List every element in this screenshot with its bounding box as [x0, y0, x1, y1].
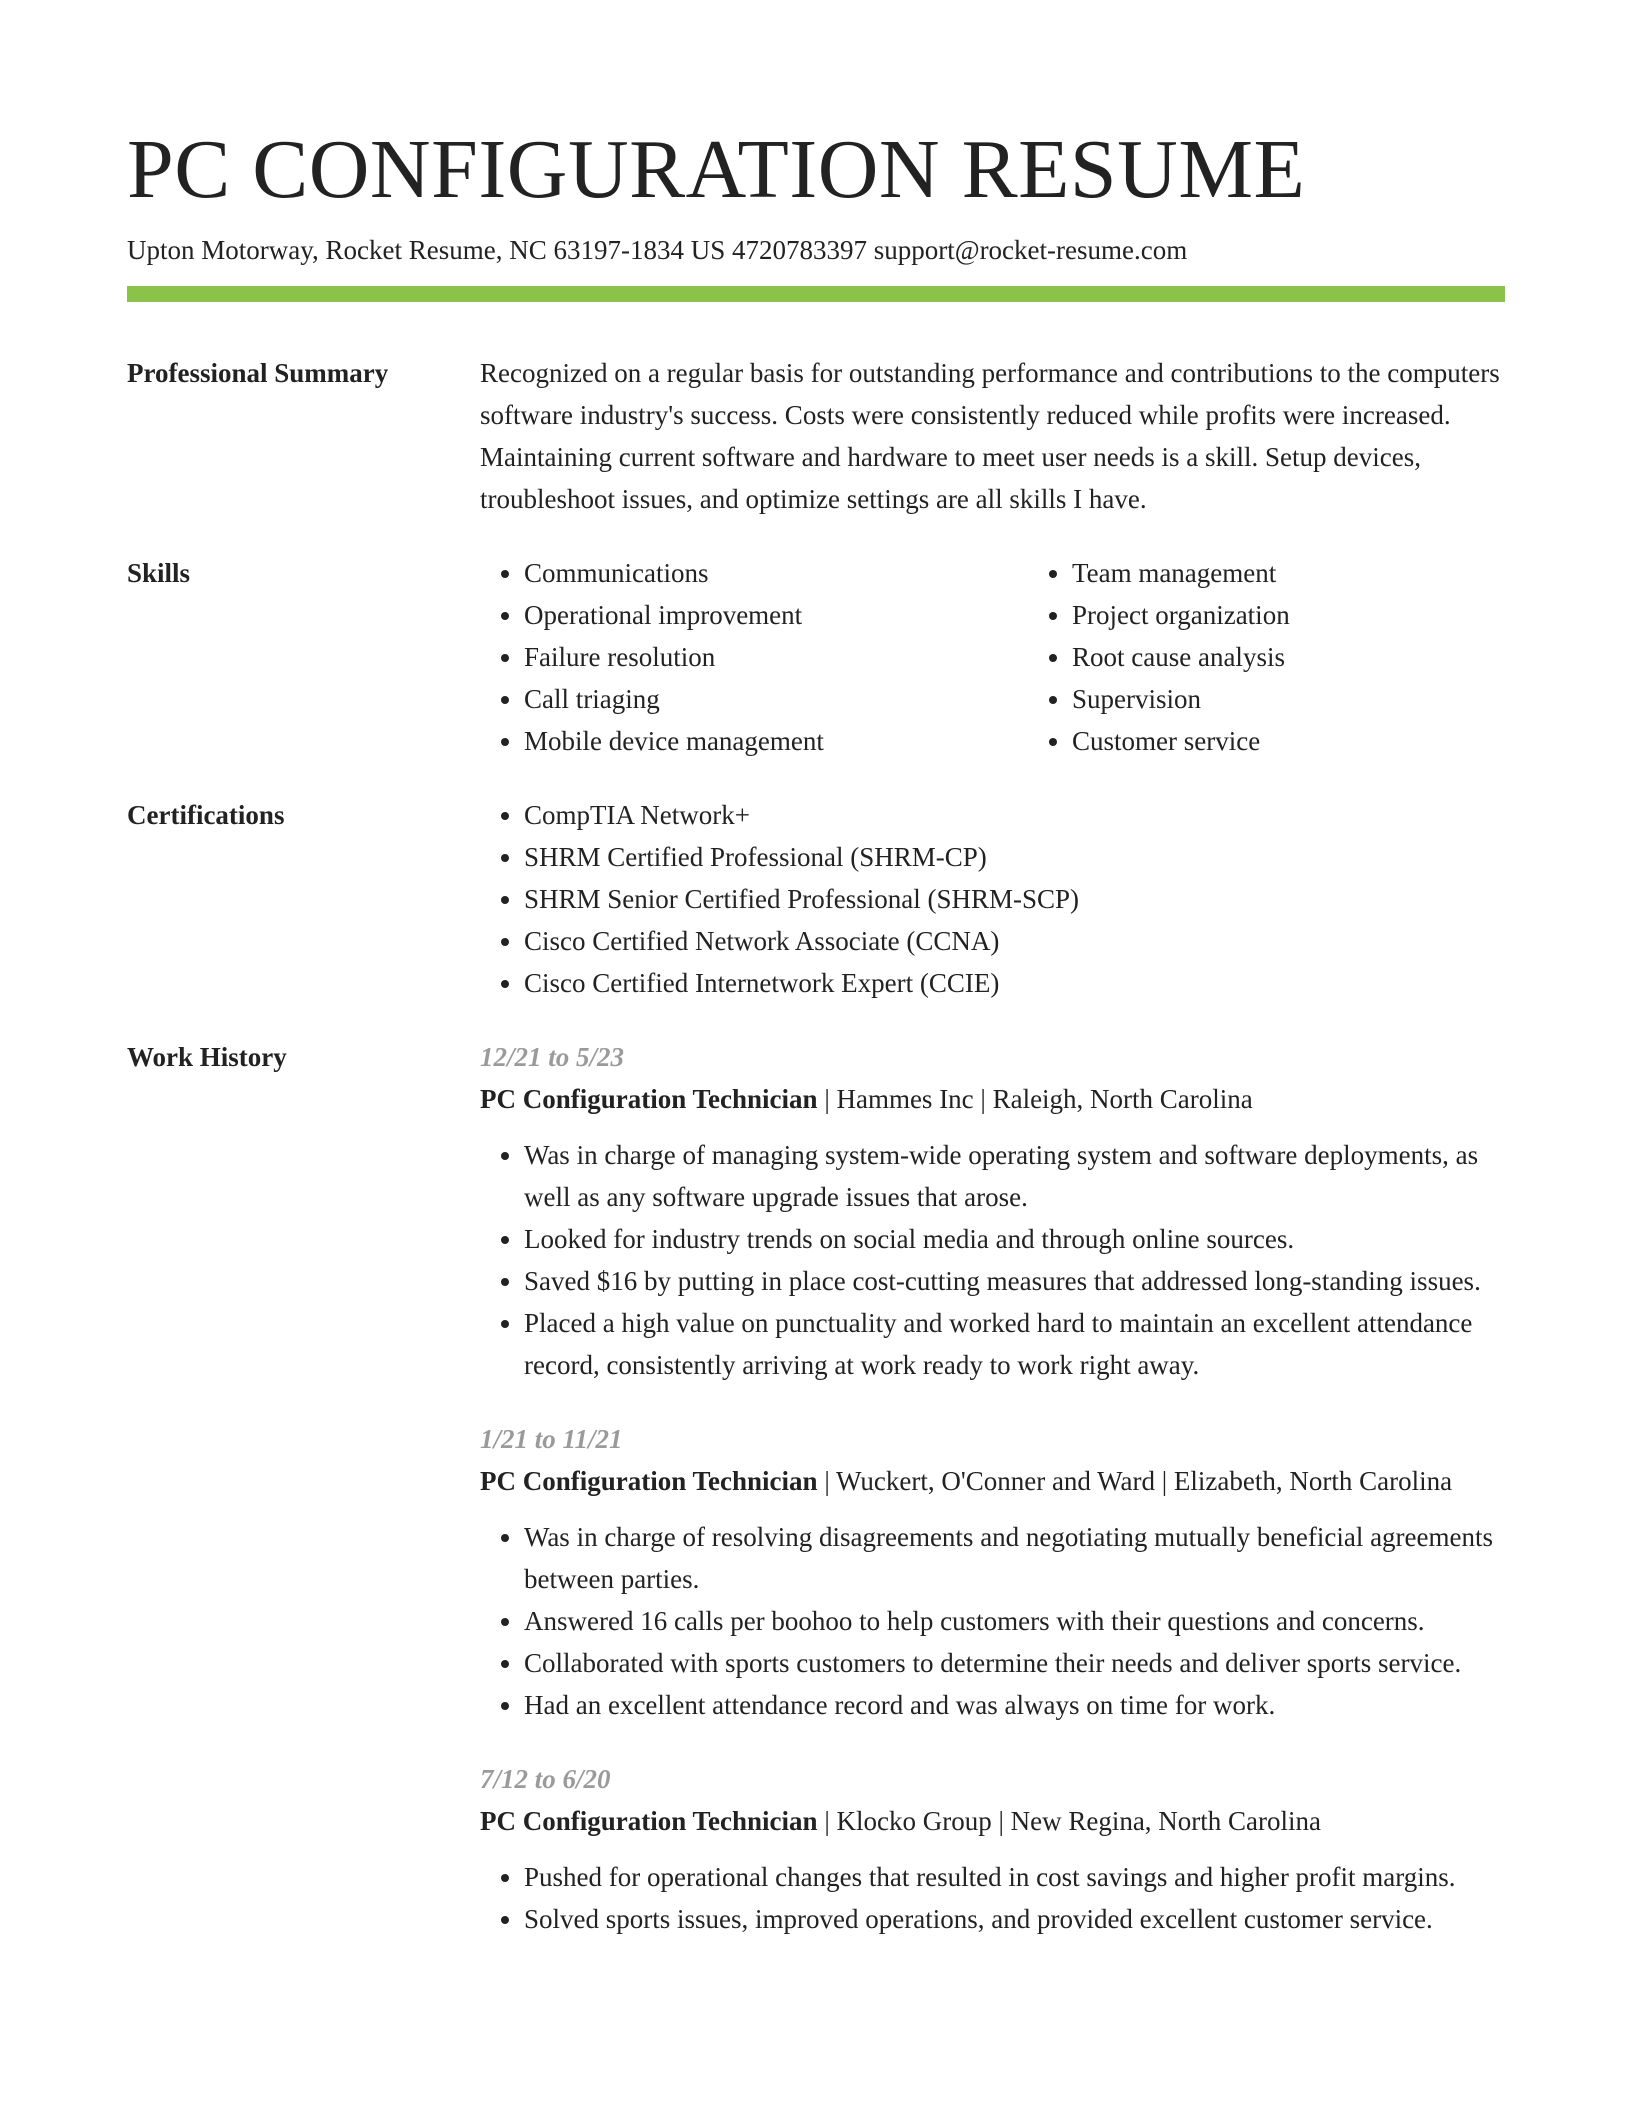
skill-item: • Team management: [1072, 552, 1576, 594]
certifications-body: [480, 794, 1505, 1004]
resume-page: [127, 120, 1505, 1972]
section-label-summary: Professional Summary: [127, 358, 389, 388]
job-details: | Hammes Inc | Raleigh, North Carolina: [817, 1084, 1253, 1114]
accent-divider: [127, 286, 1505, 302]
section-work-history: [127, 1036, 1505, 1972]
job-entry: [480, 1418, 1505, 1726]
job-bullet: • Solved sports issues, improved operations, and provided excellent customer service.: [524, 1898, 1505, 1940]
certification-item: • Cisco Certified Internetwork Expert (CCIE): [524, 962, 1505, 1004]
job-dates: 1/21 to 11/21: [480, 1424, 623, 1454]
certification-item: • CompTIA Network+: [524, 794, 1505, 836]
certification-item: • SHRM Certified Professional (SHRM-CP): [524, 836, 1505, 878]
job-details: | Klocko Group | New Regina, North Carolina: [817, 1806, 1322, 1836]
skills-grid: [480, 552, 1576, 762]
job-bullet: • Had an excellent attendance record and was always on time for work.: [524, 1684, 1505, 1726]
skill-item: • Mobile device management: [524, 720, 1028, 762]
section-skills: [127, 552, 1505, 762]
skills-column-2: [1028, 552, 1576, 762]
certification-item: • SHRM Senior Certified Professional (SHRM-SCP): [524, 878, 1505, 920]
skill-item: • Customer service: [1072, 720, 1576, 762]
skill-item: • Root cause analysis: [1072, 636, 1576, 678]
section-label-skills: Skills: [127, 558, 191, 588]
section-professional-summary: [127, 352, 1505, 520]
summary-text: Recognized on a regular basis for outstanding performance and contributions to the computers software industry's success. Costs were consistently reduced while profits were increased. Maintaining current software and hardware to meet user needs is a skill. Setup devices, troubleshoot issues, and optimize settings are all skills I have.: [480, 358, 1500, 514]
job-details: | Wuckert, O'Conner and Ward | Elizabeth, North Carolina: [817, 1466, 1453, 1496]
section-certifications: [127, 794, 1505, 1004]
job-entry: [480, 1036, 1505, 1386]
job-heading: [480, 1800, 1505, 1842]
job-title: PC Configuration Technician: [480, 1806, 818, 1836]
certification-item: • Cisco Certified Network Associate (CCNA): [524, 920, 1505, 962]
job-heading: [480, 1460, 1505, 1502]
job-dates: 7/12 to 6/20: [480, 1764, 611, 1794]
section-label-work-history: Work History: [127, 1042, 287, 1072]
resume-title: PC CONFIGURATION RESUME: [127, 123, 1306, 216]
job-bullet: • Was in charge of resolving disagreements and negotiating mutually beneficial agreements between parties.: [524, 1516, 1505, 1600]
work-history-body: [480, 1036, 1505, 1972]
skill-item: • Operational improvement: [524, 594, 1028, 636]
job-title: PC Configuration Technician: [480, 1084, 818, 1114]
contact-line: Upton Motorway, Rocket Resume, NC 63197-1834 US 4720783397 support@rocket-resume.com: [127, 235, 1188, 265]
job-dates: 12/21 to 5/23: [480, 1042, 625, 1072]
certifications-list: [480, 794, 1505, 1004]
skill-item: • Communications: [524, 552, 1028, 594]
job-heading: [480, 1078, 1505, 1120]
job-bullet: • Collaborated with sports customers to determine their needs and deliver sports service.: [524, 1642, 1505, 1684]
job-title: PC Configuration Technician: [480, 1466, 818, 1496]
job-entry: [480, 1758, 1505, 1940]
job-bullets: [480, 1134, 1505, 1386]
skill-item: • Call triaging: [524, 678, 1028, 720]
skills-column-1: [480, 552, 1028, 762]
job-bullet: • Looked for industry trends on social media and through online sources.: [524, 1218, 1505, 1260]
section-label-certifications: Certifications: [127, 800, 285, 830]
job-bullet: • Answered 16 calls per boohoo to help customers with their questions and concerns.: [524, 1600, 1505, 1642]
job-bullet: • Pushed for operational changes that resulted in cost savings and higher profit margins.: [524, 1856, 1505, 1898]
skill-item: • Failure resolution: [524, 636, 1028, 678]
skill-item: • Project organization: [1072, 594, 1576, 636]
job-bullet: • Was in charge of managing system-wide operating system and software deployments, as well as any software upgrade issues that arose.: [524, 1134, 1505, 1218]
summary-body: [480, 352, 1505, 520]
job-bullet: • Placed a high value on punctuality and worked hard to maintain an excellent attendance record, consistently arriving at work ready to work right away.: [524, 1302, 1505, 1386]
job-bullets: [480, 1856, 1505, 1940]
job-bullets: [480, 1516, 1505, 1726]
job-bullet: • Saved $16 by putting in place cost-cutting measures that addressed long-standing issues.: [524, 1260, 1505, 1302]
skill-item: • Supervision: [1072, 678, 1576, 720]
